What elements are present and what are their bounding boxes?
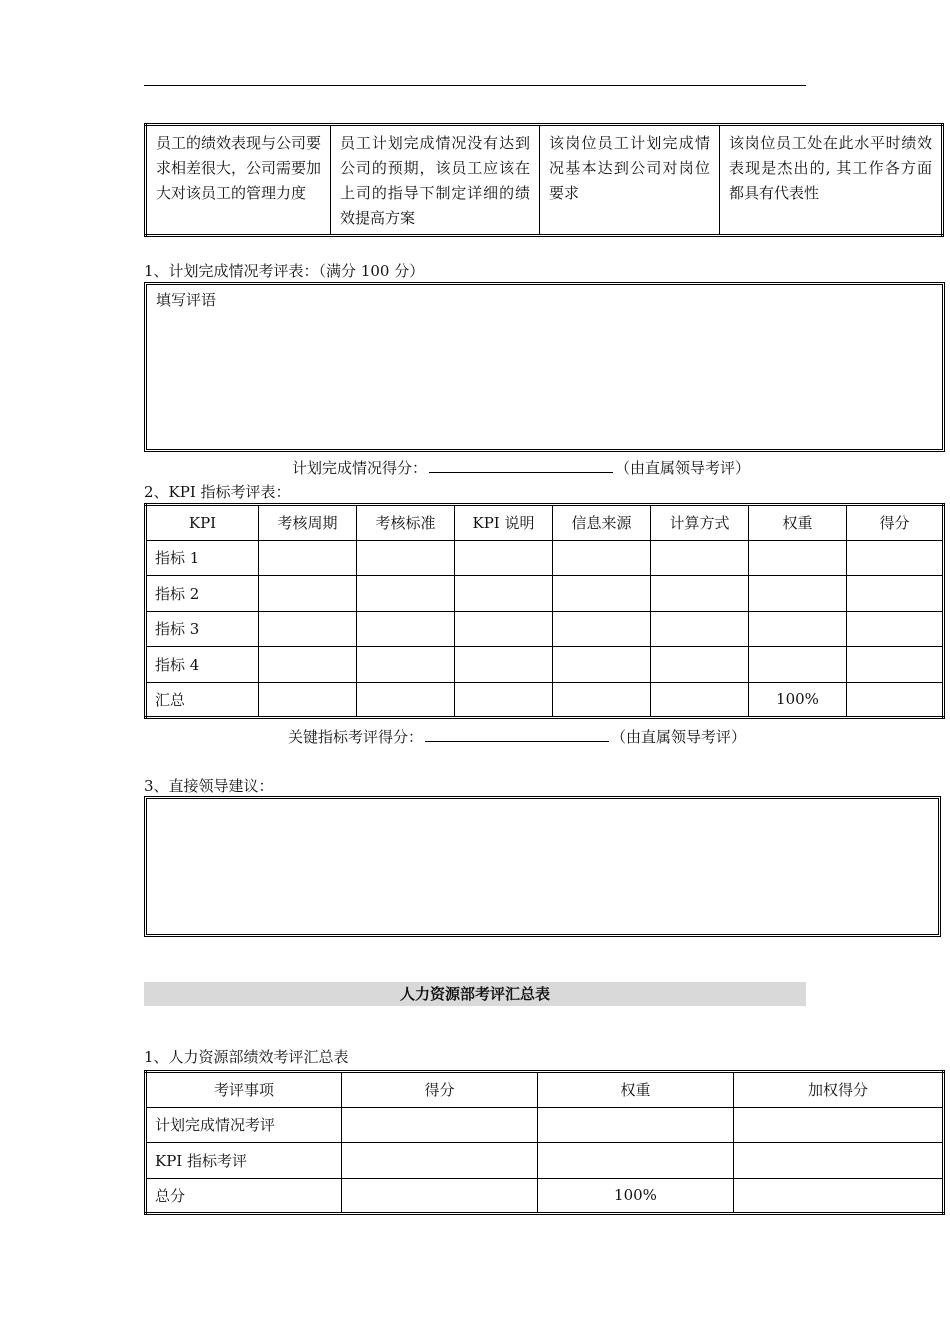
summary-cell[interactable] [342,1143,538,1179]
kpi-total-weight: 100% [749,682,847,718]
summary-header-weight: 权重 [538,1072,734,1108]
kpi-cell[interactable] [651,647,749,683]
summary-cell[interactable] [734,1178,944,1214]
kpi-score-blank[interactable] [425,727,609,742]
performance-level-table [144,123,944,237]
level-description-4: 该岗位员工处在此水平时绩效表现是杰出的, 其工作各方面都具有代表性 [720,125,943,236]
table-row [146,647,944,683]
kpi-cell[interactable] [749,576,847,612]
summary-row-label: 总分 [146,1178,342,1214]
kpi-score-note: （由直属领导考评） [611,728,747,746]
section2-title: 2、KPI 指标考评表： [144,483,291,501]
kpi-cell[interactable] [259,540,357,576]
summary-row-label: KPI 指标考评 [146,1143,342,1179]
plan-comment-box[interactable] [144,282,945,452]
kpi-score-line [288,726,746,747]
kpi-header-method: 计算方式 [651,505,749,541]
kpi-header-score: 得分 [847,505,944,541]
summary-cell[interactable] [342,1107,538,1143]
kpi-cell[interactable] [847,611,944,647]
plan-score-blank[interactable] [429,458,613,473]
level-description-2: 员工计划完成情况没有达到公司的预期，该员工应该在上司的指导下制定详细的绩效提高方案 [331,125,540,236]
kpi-cell[interactable] [749,647,847,683]
kpi-cell[interactable] [553,611,651,647]
kpi-row-label: 指标 4 [146,647,259,683]
kpi-cell[interactable] [651,611,749,647]
kpi-cell[interactable] [357,611,455,647]
summary-title: 1、人力资源部绩效考评汇总表 [144,1048,349,1066]
level-description-3: 该岗位员工计划完成情况基本达到公司对岗位要求 [540,125,720,236]
kpi-header-weight: 权重 [749,505,847,541]
table-row [146,611,944,647]
summary-row-label: 计划完成情况考评 [146,1107,342,1143]
kpi-cell[interactable] [455,647,553,683]
kpi-score-label: 关键指标考评得分： [288,728,424,746]
leader-advice-box[interactable] [144,796,941,937]
hr-summary-table [144,1070,945,1215]
kpi-row-label: 指标 3 [146,611,259,647]
kpi-header-source: 信息来源 [553,505,651,541]
kpi-cell[interactable] [651,576,749,612]
kpi-cell[interactable] [357,540,455,576]
kpi-cell[interactable] [259,611,357,647]
summary-header-score: 得分 [342,1072,538,1108]
section3-title: 3、直接领导建议： [144,777,274,795]
table-row [146,1143,944,1179]
plan-score-line [292,457,750,478]
table-row [146,682,944,718]
section1-title: 1、计划完成情况考评表：（满分 100 分） [144,262,425,280]
summary-cell[interactable] [342,1178,538,1214]
top-rule [144,85,806,86]
kpi-cell[interactable] [455,540,553,576]
plan-score-note: （由直属领导考评） [615,459,751,477]
kpi-cell[interactable] [259,682,357,718]
table-row [146,1178,944,1214]
kpi-cell[interactable] [259,647,357,683]
kpi-header-period: 考核周期 [259,505,357,541]
kpi-cell[interactable] [455,611,553,647]
kpi-header-row [146,505,944,541]
plan-score-label: 计划完成情况得分： [292,459,428,477]
kpi-cell[interactable] [553,682,651,718]
kpi-cell[interactable] [357,576,455,612]
kpi-cell[interactable] [357,682,455,718]
summary-total-weight: 100% [538,1178,734,1214]
kpi-cell[interactable] [259,576,357,612]
summary-cell[interactable] [734,1143,944,1179]
kpi-cell[interactable] [455,682,553,718]
kpi-cell[interactable] [553,540,651,576]
summary-header-row [146,1072,944,1108]
summary-cell[interactable] [538,1143,734,1179]
kpi-cell[interactable] [847,647,944,683]
summary-header-item: 考评事项 [146,1072,342,1108]
summary-cell[interactable] [538,1107,734,1143]
table-row [146,1107,944,1143]
table-row [146,540,944,576]
kpi-header-kpi: KPI [146,505,259,541]
level-description-1: 员工的绩效表现与公司要求相差很大，公司需要加大对该员工的管理力度 [146,125,331,236]
kpi-cell[interactable] [847,682,944,718]
kpi-cell[interactable] [847,576,944,612]
table-row [146,576,944,612]
kpi-cell[interactable] [651,682,749,718]
kpi-header-description: KPI 说明 [455,505,553,541]
summary-header-weighted: 加权得分 [734,1072,944,1108]
kpi-cell[interactable] [357,647,455,683]
kpi-cell[interactable] [553,647,651,683]
kpi-row-label: 指标 2 [146,576,259,612]
hr-summary-banner: 人力资源部考评汇总表 [144,982,806,1006]
kpi-cell[interactable] [455,576,553,612]
kpi-header-standard: 考核标准 [357,505,455,541]
kpi-cell[interactable] [749,540,847,576]
comment-hint: 填写评语 [156,291,217,309]
kpi-row-label: 汇总 [146,682,259,718]
kpi-cell[interactable] [651,540,749,576]
kpi-cell[interactable] [749,611,847,647]
kpi-cell[interactable] [553,576,651,612]
kpi-cell[interactable] [847,540,944,576]
summary-cell[interactable] [734,1107,944,1143]
kpi-row-label: 指标 1 [146,540,259,576]
kpi-table [144,503,945,719]
